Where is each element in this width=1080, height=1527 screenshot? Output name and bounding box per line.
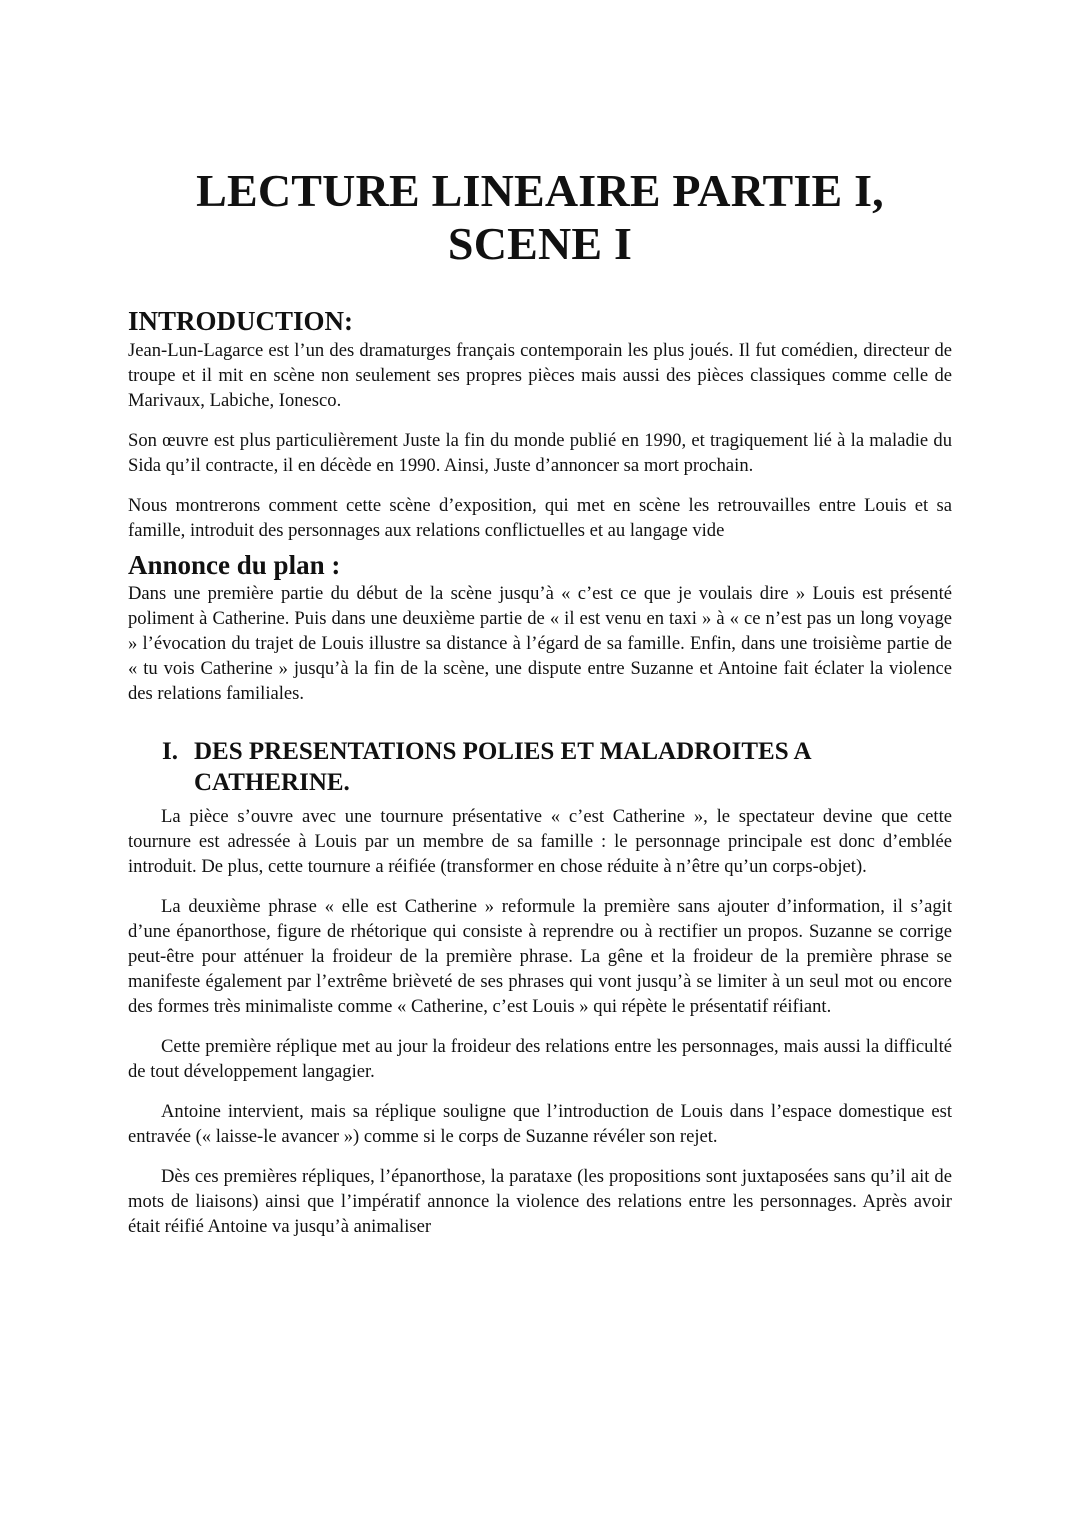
- plan-heading: Annonce du plan :: [128, 550, 341, 580]
- document-page: [128, 0, 952, 1239]
- section-1-title-line-2: CATHERINE.: [194, 769, 350, 796]
- section-1-paragraph-5: Dès ces premières répliques, l’épanorthose, la parataxe (les propositions sont juxtaposées sans qu’il ait de mots de liaisons) ainsi que l’impératif annonce la violence des relations entre les personnages. Après avoir était réifié Antoine va jusqu’à animaliser: [128, 1166, 952, 1237]
- section-1-paragraph-2: La deuxième phrase « elle est Catherine » reformule la première sans ajouter d’information, il s’agit d’une épanorthose, figure de rhétorique qui consiste à reprendre ou à rectifier un propos. Suzanne se corrige peut-être pour atténuer la froideur de la première phrase. La gêne et la froideur de la première phrase se manifeste également par l’extrême brièveté de ses phrases qui vont jusqu’à se limiter à un seul mot ou encore des formes très minimaliste comme « Catherine, c’est Louis » qui répète le présentatif réifiant.: [128, 896, 952, 1017]
- section-1-paragraph-1: La pièce s’ouvre avec une tournure présentative « c’est Catherine », le spectateur devine que cette tournure est adressée à Louis par un membre de sa famille : le personnage principale est donc d’emblée introduit. De plus, cette tournure a réifiée (transformer en chose réduite à n’être qu’un corps-objet).: [128, 806, 952, 877]
- section-1-title: [128, 736, 952, 798]
- plan-paragraph: Dans une première partie du début de la scène jusqu’à « c’est ce que je voulais dire » Louis est présenté poliment à Catherine. Puis dans une deuxième partie de « il est venu en taxi » à « ce n’est pas un long voyage » l’évocation du trajet de Louis illustre sa distance à l’égard de sa famille. Enfin, dans une troisième partie de « tu vois Catherine » jusqu’à la fin de la scène, une dispute entre Suzanne et Antoine fait éclater la violence des relations familiales.: [128, 583, 952, 704]
- intro-paragraph-2: Son œuvre est plus particulièrement Juste la fin du monde publié en 1990, et tragiquement lié à la maladie du Sida qu’il contracte, il en décède en 1990. Ainsi, Juste d’annoncer sa mort prochain.: [128, 430, 952, 476]
- title-line-2: SCENE I: [447, 218, 633, 269]
- section-1-title-line-1: DES PRESENTATIONS POLIES ET MALADROITES A: [194, 738, 812, 765]
- document-title: [128, 164, 952, 270]
- intro-paragraph-3: Nous montrerons comment cette scène d’exposition, qui met en scène les retrouvailles entre Louis et sa famille, introduit des personnages aux relations conflictuelles et au langage vide: [128, 495, 952, 541]
- section-1-paragraph-3: Cette première réplique met au jour la froideur des relations entre les personnages, mais aussi la difficulté de tout développement langagier.: [128, 1036, 952, 1082]
- intro-paragraph-1: Jean-Lun-Lagarce est l’un des dramaturges français contemporain les plus joués. Il fut comédien, directeur de troupe et il mit en scène non seulement ses propres pièces mais aussi des pièces classiques comme celle de Marivaux, Labiche, Ionesco.: [128, 340, 952, 411]
- section-1-number: I.: [162, 738, 178, 765]
- title-line-1: LECTURE LINEAIRE PARTIE I,: [196, 165, 884, 216]
- section-1-paragraph-4: Antoine intervient, mais sa réplique souligne que l’introduction de Louis dans l’espace domestique est entravée (« laisse-le avancer ») comme si le corps de Suzanne révéler son rejet.: [128, 1101, 952, 1147]
- introduction-heading: INTRODUCTION:: [128, 306, 354, 336]
